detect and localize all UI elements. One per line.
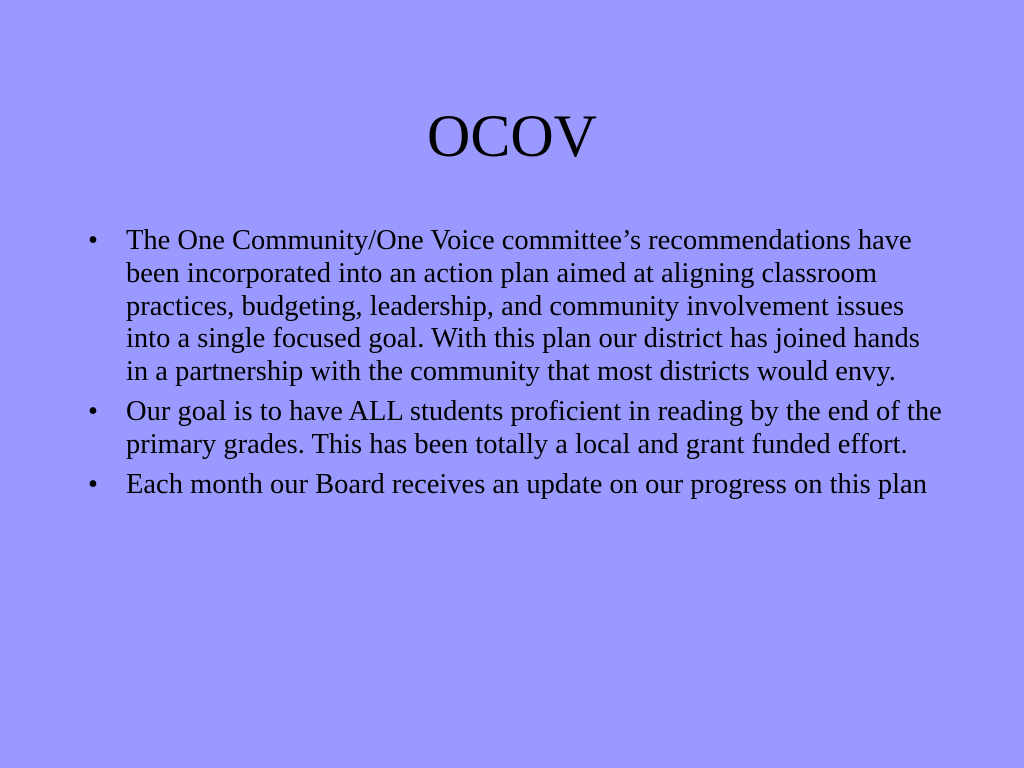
bullet-marker-icon: • xyxy=(88,395,98,427)
bullet-item xyxy=(88,469,948,502)
bullet-item xyxy=(88,396,948,462)
slide-title: OCOV xyxy=(426,103,597,169)
bullet-text: Our goal is to have ALL students proficient in reading by the end of the primary grades. This has been totally a local and grant funded effort. xyxy=(126,395,942,460)
bullet-item xyxy=(88,225,948,389)
bullet-marker-icon: • xyxy=(88,225,98,256)
bullet-list xyxy=(88,225,948,508)
bullet-marker-icon: • xyxy=(88,468,98,500)
bullet-text: The One Community/One Voice committee’s recommendations have been incorporated into an action plan aimed at aligning classroom practices, budgeting, leadership, and community involvement issues into a single focused goal. With this plan our district has joined hands in a partnership with the community that most districts would envy. xyxy=(126,225,920,388)
bullet-text: Each month our Board receives an update on our progress on this plan xyxy=(126,468,927,500)
